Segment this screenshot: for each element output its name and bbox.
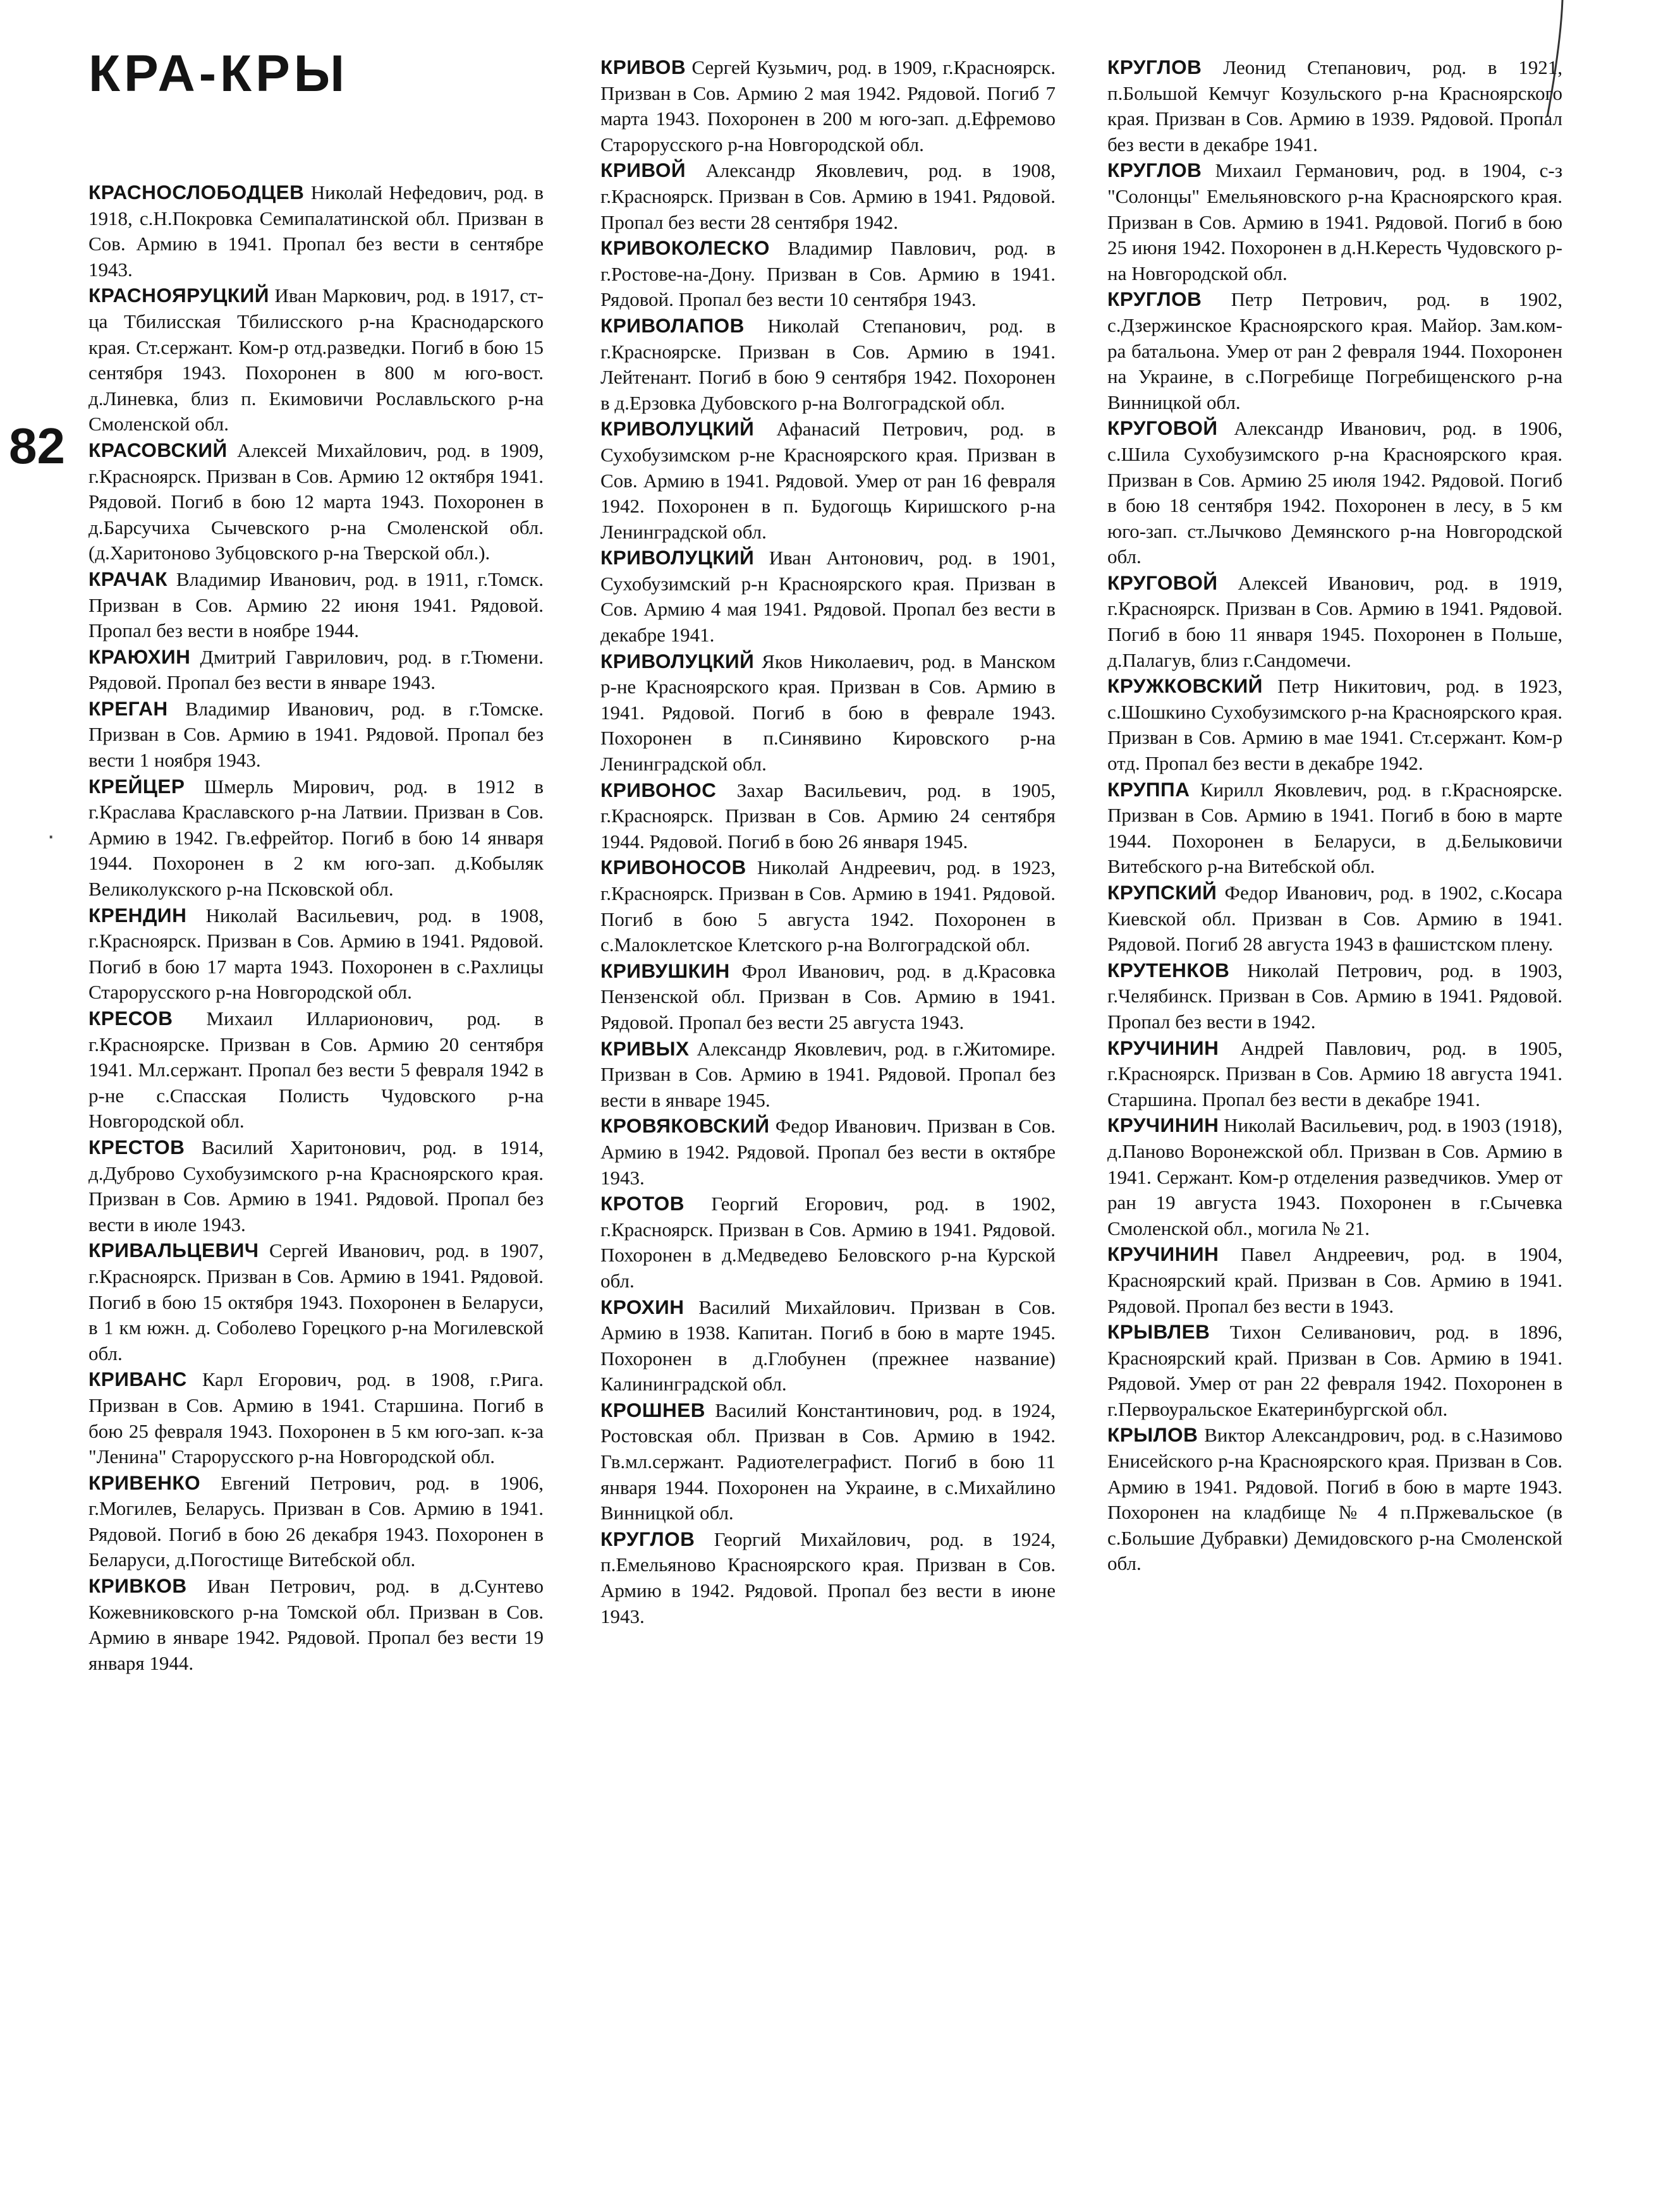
entry-surname: КРИВОЙ bbox=[600, 159, 686, 182]
entry bbox=[1107, 777, 1562, 880]
column-1 bbox=[88, 179, 544, 1676]
entry-text: Евгений Петрович, род. в 1906, г.Могилев, Беларусь. Призван в Сов. Армию в 1941. Рядовой. Погиб в бою 26 декабря 1943. Похоронен в Беларуси, д.Погостище Витебской обл. bbox=[88, 1471, 544, 1571]
entry-surname: КРЕСТОВ bbox=[88, 1135, 185, 1158]
entry bbox=[1107, 1112, 1562, 1241]
page-number: 82 bbox=[9, 418, 65, 474]
entry-text: Федор Иванович, род. в 1902, с.Косара Киевской обл. Призван в Сов. Армию в 1941. Рядовой. Погиб 28 августа 1943 в фашистском плену. bbox=[1107, 882, 1562, 956]
entry-surname: КРУГОВОЙ bbox=[1107, 416, 1218, 440]
entry bbox=[600, 648, 1056, 777]
entry-surname: КРУГОВОЙ bbox=[1107, 571, 1218, 594]
entry-surname: КРАСНОЯРУЦКИЙ bbox=[88, 284, 269, 307]
entry bbox=[600, 157, 1056, 235]
entry bbox=[1107, 415, 1562, 570]
entry-surname: КРИВАНС bbox=[88, 1368, 187, 1391]
entry-text: Василий Харитонович, род. в 1914, д.Дуброво Сухобузимского р-на Красноярского края. Призван в Сов. Армию в 1941. Рядовой. Пропал без вести в июле 1943. bbox=[88, 1136, 544, 1236]
entry bbox=[600, 54, 1056, 157]
entry-surname: КРЫЛОВ bbox=[1107, 1423, 1198, 1447]
column-2 bbox=[600, 54, 1056, 1629]
entry-text: Андрей Павлович, род. в 1905, г.Красноярск. Призван в Сов. Армию 18 августа 1941. Старшина. Пропал без вести в декабре 1941. bbox=[1107, 1036, 1562, 1110]
entry-text: Александр Иванович, род. в 1906, с.Шила Сухобузимского р-на Красноярского края. Призван в Сов. Армию 25 июля 1942. Рядовой. Погиб в бою 18 сентября 1942. Похоронен в лесу, в 5 км юго-зап. ст.Лычково Демянского р-на Новгородской обл. bbox=[1107, 417, 1562, 568]
entry bbox=[600, 1191, 1056, 1294]
entry bbox=[600, 1036, 1056, 1114]
entry bbox=[88, 566, 544, 644]
entry-surname: КРИВОЛУЦКИЙ bbox=[600, 546, 755, 569]
entry-surname: КРЕСОВ bbox=[88, 1007, 173, 1030]
entry bbox=[88, 1573, 544, 1676]
column-3 bbox=[1107, 54, 1562, 1577]
entry bbox=[600, 854, 1056, 957]
entry bbox=[1107, 673, 1562, 776]
entry-surname: КРИВОНОСОВ bbox=[600, 856, 746, 879]
entry-text: Александр Яковлевич, род. в 1908, г.Красноярск. Призван в Сов. Армию в 1941. Рядовой. Пропал без вести 28 сентября 1942. bbox=[600, 159, 1056, 233]
entry bbox=[600, 1397, 1056, 1526]
entry bbox=[1107, 157, 1562, 286]
entry-text: Яков Николаевич, род. в Манском р-не Красноярского края. Призван в Сов. Армию в 1941. Рядовой. Погиб в бою в феврале 1943. Похоронен в п.Синявино Кировского р-на Ленинградской обл. bbox=[600, 650, 1056, 775]
entry-surname: КРИВОЛАПОВ bbox=[600, 313, 745, 337]
entry-text: Дмитрий Гаврилович, род. в г.Тюмени. Рядовой. Пропал без вести в январе 1943. bbox=[88, 645, 544, 694]
entry-surname: КРУЧИНИН bbox=[1107, 1243, 1219, 1266]
entry-surname: КРИВОНОС bbox=[600, 778, 717, 801]
entry-surname: КРЕЙЦЕР bbox=[88, 774, 185, 798]
entry-text: Петр Никитович, род. в 1923, с.Шошкино Сухобузимского р-на Красноярского края. Призван в Сов. Армию в мае 1941. Ст.сержант. Ком-р отд. Пропал без вести в декабре 1942. bbox=[1107, 675, 1562, 775]
entry-surname: КРУГЛОВ bbox=[600, 1527, 695, 1550]
entry-text: Владимир Иванович, род. в 1911, г.Томск. Призван в Сов. Армию 22 июня 1941. Рядовой. Пропал без вести в ноябре 1944. bbox=[88, 568, 544, 642]
entry-text: Николай Андреевич, род. в 1923, г.Красноярск. Призван в Сов. Армию в 1941. Рядовой. Погиб в бою 5 августа 1942. Похоронен в с.Малоклетское Клетского р-на Волгоградской обл. bbox=[600, 856, 1056, 956]
entry bbox=[600, 777, 1056, 855]
entry-surname: КРЕНДИН bbox=[88, 903, 187, 927]
entry-text: Николай Нефедович, род. в 1918, с.Н.Покровка Семипалатинской обл. Призван в Сов. Армию в 1941. Пропал без вести в сентябре 1943. bbox=[88, 181, 544, 281]
entry-surname: КРОВЯКОВСКИЙ bbox=[600, 1114, 770, 1138]
entry-text: Петр Петрович, род. в 1902, с.Дзержинское Красноярского края. Майор. Зам.ком-ра батальона. Умер от ран 2 февраля 1944. Похоронен на Украине, в с.Погребище Погребищенского р-на Винницкой обл. bbox=[1107, 288, 1562, 413]
entry-text: Михаил Германович, род. в 1904, с-з "Солонцы" Емельяновского р-на Красноярского края. Призван в Сов. Армию в 1941. Рядовой. Погиб в бою 25 июня 1942. Похоронен в д.Н.Кересть Чудовского р-на Новгородской обл. bbox=[1107, 159, 1562, 284]
entry-surname: КРУТЕНКОВ bbox=[1107, 958, 1230, 981]
entry-surname: КРУЧИНИН bbox=[1107, 1036, 1219, 1059]
entry bbox=[88, 1470, 544, 1573]
entry-text: Владимир Иванович, род. в г.Томске. Призван в Сов. Армию в 1941. Рядовой. Пропал без вести 1 ноября 1943. bbox=[88, 697, 544, 772]
entry bbox=[600, 235, 1056, 313]
entry-surname: КРИВОКОЛЕСКО bbox=[600, 236, 770, 260]
entry bbox=[1107, 1035, 1562, 1113]
entry-text: Николай Васильевич, род. в 1908, г.Красноярск. Призван в Сов. Армию в 1941. Рядовой. Погиб в бою 17 марта 1943. Похоронен в с.Рахлицы Старорусского р-на Новгородской обл. bbox=[88, 904, 544, 1004]
entry-surname: КРИВОВ bbox=[600, 56, 686, 78]
entry-text: Василий Константинович, род. в 1924, Ростовская обл. Призван в Сов. Армию в 1942. Гв.мл.сержант. Радиотелеграфист. Погиб в бою 11 января 1944. Похоронен на Украине, в с.Михайлино Винницкой обл. bbox=[600, 1399, 1056, 1524]
entry-surname: КРЕГАН bbox=[88, 696, 168, 720]
entry-text: Георгий Михайлович, род. в 1924, п.Емельяново Красноярского края. Призван в Сов. Армию в 1942. Рядовой. Пропал без вести в июне 1943. bbox=[600, 1528, 1056, 1627]
entry-surname: КРУГЛОВ bbox=[1107, 288, 1202, 311]
entry bbox=[88, 179, 544, 283]
entry bbox=[88, 1237, 544, 1366]
entry-text: Фрол Иванович, род. в д.Красовка Пензенской обл. Призван в Сов. Армию в 1941. Рядовой. Пропал без вести 25 августа 1943. bbox=[600, 959, 1056, 1033]
entry-text: Виктор Александрович, род. в с.Назимово Енисейского р-на Красноярского края. Призван в Сов. Армию в 1941. Рядовой. Погиб в бою в марте 1943. Похоронен на кладбище № 4 п.Пржевальское (в с.Большие Дубравки) Демидовского р-на Смоленской обл. bbox=[1107, 1424, 1562, 1575]
entry bbox=[1107, 1319, 1562, 1422]
entry bbox=[600, 313, 1056, 416]
entry-text: Василий Михайлович. Призван в Сов. Армию в 1938. Капитан. Погиб в бою в марте 1945. Похоронен в д.Глобунен (прежнее название) Калининградской обл. bbox=[600, 1296, 1056, 1395]
entry bbox=[1107, 1241, 1562, 1319]
entry-surname: КРИВКОВ bbox=[88, 1574, 187, 1598]
entry-surname: КРУГЛОВ bbox=[1107, 159, 1202, 182]
entry-surname: КРОШНЕВ bbox=[600, 1398, 705, 1421]
entry bbox=[88, 902, 544, 1006]
entry bbox=[1107, 880, 1562, 957]
entry bbox=[88, 437, 544, 566]
entry-text: Иван Петрович, род. в д.Сунтево Кожевниковского р-на Томской обл. Призван в Сов. Армию в январе 1942. Рядовой. Пропал без вести 19 января 1944. bbox=[88, 1575, 544, 1674]
entry-surname: КРАСОВСКИЙ bbox=[88, 438, 228, 461]
entry-text: Алексей Иванович, род. в 1919, г.Красноярск. Призван в Сов. Армию в 1941. Рядовой. Погиб в бою 11 января 1945. Похоронен в Польше, д.Палагув, близ г.Сандомечи. bbox=[1107, 571, 1562, 671]
entry-surname: КРЫВЛЕВ bbox=[1107, 1320, 1210, 1344]
entry bbox=[88, 644, 544, 696]
entry-text: Иван Антонович, род. в 1901, Сухобузимский р-н Красноярского края. Призван в Сов. Армию 4 мая 1941. Рядовой. Пропал без вести в декабре 1941. bbox=[600, 547, 1056, 647]
entry-text: Сергей Иванович, род. в 1907, г.Красноярск. Призван в Сов. Армию в 1941. Рядовой. Погиб в бою 15 октября 1943. Похоронен в Беларуси, в 1 км южн. д. Соболево Горецкого р-на Могилевской обл. bbox=[88, 1239, 544, 1364]
entry-text: Георгий Егорович, род. в 1902, г.Красноярск. Призван в Сов. Армию в 1941. Рядовой. Похоронен в д.Медведево Беловского р-на Курской обл. bbox=[600, 1193, 1056, 1292]
entry-surname: КРУЧИНИН bbox=[1107, 1114, 1219, 1137]
entry bbox=[600, 1294, 1056, 1397]
entry bbox=[600, 1526, 1056, 1629]
entry-surname: КРУГЛОВ bbox=[1107, 56, 1202, 78]
entry bbox=[1107, 1422, 1562, 1577]
entry-text: Николай Петрович, род. в 1903, г.Челябинск. Призван в Сов. Армию в 1941. Рядовой. Пропал без вести в 1942. bbox=[1107, 959, 1562, 1033]
entry-surname: КРУПСКИЙ bbox=[1107, 881, 1217, 904]
entry-text: Кирилл Яковлевич, род. в г.Красноярске. Призван в Сов. Армию в 1941. Погиб в бою в марте 1944. Похоронен в Беларуси, в д.Белыковичи Витебского р-на Витебской обл. bbox=[1107, 778, 1562, 878]
entry-text: Владимир Павлович, род. в г.Ростове-на-Дону. Призван в Сов. Армию в 1941. Рядовой. Пропал без вести 10 сентября 1943. bbox=[600, 237, 1056, 311]
entry-surname: КРИВЕНКО bbox=[88, 1471, 201, 1494]
entry-surname: КРУППА bbox=[1107, 777, 1190, 801]
entry bbox=[600, 416, 1056, 545]
entry bbox=[600, 1113, 1056, 1191]
page-header-title: КРА-КРЫ bbox=[88, 45, 349, 102]
entry-text: Шмерль Мирович, род. в 1912 в г.Краслава Краславского р-на Латвии. Призван в Сов. Армию в 1942. Гв.ефрейтор. Погиб в бою 14 января 1944. Похоронен в 2 км юго-зап. д.Кобыляк Великолукского р-на Псковской обл. bbox=[88, 775, 544, 901]
entry-surname: КРИВОЛУЦКИЙ bbox=[600, 649, 755, 672]
margin-dot: · bbox=[47, 822, 56, 849]
entry-surname: КРИВУШКИН bbox=[600, 959, 730, 982]
entry-surname: КРАЧАК bbox=[88, 567, 167, 590]
entry-text: Николай Степанович, род. в г.Красноярске. Призван в Сов. Армию в 1941. Лейтенант. Погиб в бою 9 сентября 1942. Похоронен в д.Ерзовка Дубовского р-на Волгоградской обл. bbox=[600, 314, 1056, 414]
entry-text: Павел Андреевич, род. в 1904, Красноярский край. Призван в Сов. Армию в 1941. Рядовой. Пропал без вести в 1943. bbox=[1107, 1243, 1562, 1317]
entry bbox=[600, 545, 1056, 648]
entry-text: Алексей Михайлович, род. в 1909, г.Красноярск. Призван в Сов. Армию 12 октября 1941. Рядовой. Погиб в бою 12 марта 1943. Похоронен в д.Барсучиха Сычевского р-на Смоленской обл. (д.Харитоново Зубцовского р-на Тверской обл.). bbox=[88, 439, 544, 564]
entry-surname: КРАСНОСЛОБОДЦЕВ bbox=[88, 181, 305, 204]
entry-text: Иван Маркович, род. в 1917, ст-ца Тбилисская Тбилисского р-на Краснодарского края. Ст.сержант. Ком-р отд.разведки. Погиб в бою 15 сентября 1943. Похоронен в 800 м юго-вост. д.Линевка, близ п. Екимовичи Рославльского р-на Смоленской обл. bbox=[88, 284, 544, 435]
entry bbox=[600, 958, 1056, 1036]
entry bbox=[88, 1366, 544, 1469]
entry-text: Михаил Илларионович, род. в г.Красноярске. Призван в Сов. Армию 20 сентября 1941. Мл.сержант. Пропал без вести 5 февраля 1942 в р-не с.Спасская Полисть Чудовского р-на Новгородской обл. bbox=[88, 1007, 544, 1133]
entry-text: Николай Васильевич, род. в 1903 (1918), д.Паново Воронежской обл. Призван в Сов. Армию в 1941. Сержант. Ком-р отделения разведчиков. Умер от ран 19 августа 1943. Похоронен в г.Сычевка Смоленской обл., могила № 21. bbox=[1107, 1114, 1562, 1239]
entry-surname: КРИВАЛЬЦЕВИЧ bbox=[88, 1239, 259, 1262]
entry bbox=[88, 1006, 544, 1134]
entry bbox=[88, 696, 544, 774]
entry-text: Федор Иванович. Призван в Сов. Армию в 1942. Рядовой. Пропал без вести в октябре 1943. bbox=[600, 1115, 1056, 1189]
entry-surname: КРАЮХИН bbox=[88, 645, 191, 668]
entry-surname: КРИВЫХ bbox=[600, 1036, 690, 1060]
entry-surname: КРУЖКОВСКИЙ bbox=[1107, 674, 1263, 698]
entry bbox=[1107, 957, 1562, 1035]
entry-text: Тихон Селиванович, род. в 1896, Красноярский край. Призван в Сов. Армию в 1941. Рядовой. Умер от ран 22 февраля 1942. Похоронен в г.Первоуральское Екатеринбургской обл. bbox=[1107, 1321, 1562, 1420]
entry bbox=[88, 1134, 544, 1237]
entry-text: Леонид Степанович, род. в 1921, п.Большой Кемчуг Козульского р-на Красноярского края. Призван в Сов. Армию в 1939. Рядовой. Пропал без вести в декабре 1941. bbox=[1107, 56, 1562, 155]
entry-text: Захар Васильевич, род. в 1905, г.Красноярск. Призван в Сов. Армию 24 сентября 1944. Рядовой. Погиб в бою 26 января 1945. bbox=[600, 779, 1056, 853]
entry-text: Афанасий Петрович, род. в Сухобузимском р-не Красноярского края. Призван в Сов. Армию в 1941. Рядовой. Умер от ран 16 февраля 1942. Похоронен в п. Будогощь Киришского р-на Ленинградской обл. bbox=[600, 418, 1056, 543]
entry-text: Карл Егорович, род. в 1908, г.Рига. Призван в Сов. Армию в 1941. Старшина. Погиб в бою 25 февраля 1943. Похоронен в 5 км юго-зап. к-за "Ленина" Старорусского р-на Новгородской обл. bbox=[88, 1368, 544, 1468]
entry-surname: КРИВОЛУЦКИЙ bbox=[600, 417, 755, 441]
entry bbox=[1107, 54, 1562, 157]
entry bbox=[88, 283, 544, 437]
entry-text: Александр Яковлевич, род. в г.Житомире. Призван в Сов. Армию в 1941. Рядовой. Пропал без вести в январе 1945. bbox=[600, 1037, 1056, 1111]
entry-surname: КРОТОВ bbox=[600, 1192, 685, 1215]
entry bbox=[1107, 570, 1562, 673]
entry-text: Сергей Кузьмич, род. в 1909, г.Красноярск. Призван в Сов. Армию 2 мая 1942. Рядовой. Погиб 7 марта 1943. Похоронен в 200 м юго-зап. д.Ефремово Старорусского р-на Новгородской обл. bbox=[600, 56, 1056, 155]
entry bbox=[88, 774, 544, 902]
entry-surname: КРОХИН bbox=[600, 1295, 685, 1318]
entry bbox=[1107, 286, 1562, 415]
